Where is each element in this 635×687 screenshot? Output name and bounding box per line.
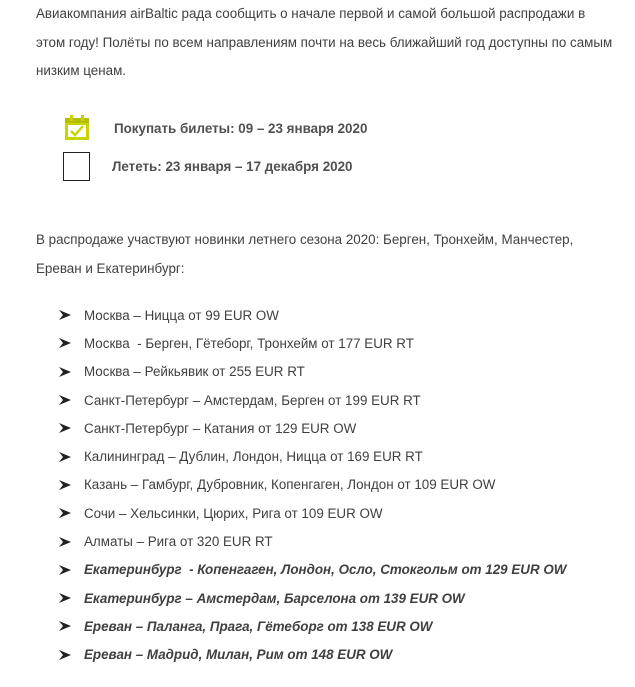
fly-dates-text: Лететь: 23 января – 17 декабря 2020 bbox=[112, 158, 353, 174]
route-text: Ереван – Паланга, Прага, Гётеборг от 138 EUR OW bbox=[84, 618, 433, 634]
list-item bbox=[58, 556, 566, 584]
route-text: Ереван – Мадрид, Милан, Рим от 148 EUR OW bbox=[84, 647, 393, 663]
arrow-bullet-icon bbox=[58, 479, 72, 491]
arrow-bullet-icon bbox=[58, 620, 72, 632]
arrow-bullet-icon bbox=[58, 536, 72, 548]
intro-paragraph: Авиакомпания airBaltic рада сообщить о начале первой и самой большой распродажи в этом году! Полёты по всем направлениям почти на весь ближайший год доступны по самым низким ценам. bbox=[36, 6, 613, 78]
fly-dates-row bbox=[62, 150, 353, 182]
empty-square-icon bbox=[63, 152, 90, 181]
arrow-bullet-icon bbox=[58, 422, 72, 434]
calendar-check-icon bbox=[62, 113, 92, 143]
list-item bbox=[58, 584, 566, 612]
route-text: Москва – Ницца от 99 EUR OW bbox=[84, 307, 279, 323]
arrow-bullet-icon bbox=[58, 649, 72, 661]
list-item bbox=[58, 641, 566, 669]
list-item bbox=[58, 499, 566, 527]
list-item bbox=[58, 612, 566, 640]
routes-list bbox=[58, 301, 566, 669]
arrow-bullet-icon bbox=[58, 309, 72, 321]
arrow-bullet-icon bbox=[58, 337, 72, 349]
list-item bbox=[58, 386, 566, 414]
list-item bbox=[58, 329, 566, 357]
route-text: Сочи – Хельсинки, Цюрих, Рига от 109 EUR OW bbox=[84, 505, 383, 521]
arrow-bullet-icon bbox=[58, 366, 72, 378]
route-text: Екатеринбург – Амстердам, Барселона от 139 EUR OW bbox=[84, 590, 465, 606]
route-text: Калининград – Дублин, Лондон, Ницца от 169 EUR RT bbox=[84, 449, 423, 465]
route-text: Алматы – Рига от 320 EUR RT bbox=[84, 534, 273, 550]
route-text: Казань – Гамбург, Дубровник, Копенгаген, Лондон от 109 EUR OW bbox=[84, 477, 496, 493]
route-text: Москва - Берген, Гётеборг, Тронхейм от 177 EUR RT bbox=[84, 335, 414, 351]
buy-dates-row bbox=[62, 112, 367, 144]
route-text: Санкт-Петербург – Катания от 129 EUR OW bbox=[84, 420, 357, 436]
route-text: Санкт-Петербург – Амстердам, Берген от 199 EUR RT bbox=[84, 392, 421, 408]
route-text: Москва – Рейкьявик от 255 EUR RT bbox=[84, 364, 305, 380]
arrow-bullet-icon bbox=[58, 507, 72, 519]
list-item bbox=[58, 414, 566, 442]
list-item bbox=[58, 527, 566, 555]
route-text: Екатеринбург - Копенгаген, Лондон, Осло, Стокгольм от 129 EUR OW bbox=[84, 562, 567, 578]
arrow-bullet-icon bbox=[58, 394, 72, 406]
arrow-bullet-icon bbox=[58, 564, 72, 576]
buy-dates-text: Покупать билеты: 09 – 23 января 2020 bbox=[114, 120, 368, 136]
arrow-bullet-icon bbox=[58, 451, 72, 463]
list-item bbox=[58, 442, 566, 470]
list-item bbox=[58, 358, 566, 386]
list-item bbox=[58, 471, 566, 499]
list-item bbox=[58, 301, 566, 329]
new-routes-paragraph: В распродаже участвуют новинки летнего сезона 2020: Берген, Тронхейм, Манчестер, Ереван и Екатеринбург: bbox=[36, 232, 574, 276]
arrow-bullet-icon bbox=[58, 592, 72, 604]
